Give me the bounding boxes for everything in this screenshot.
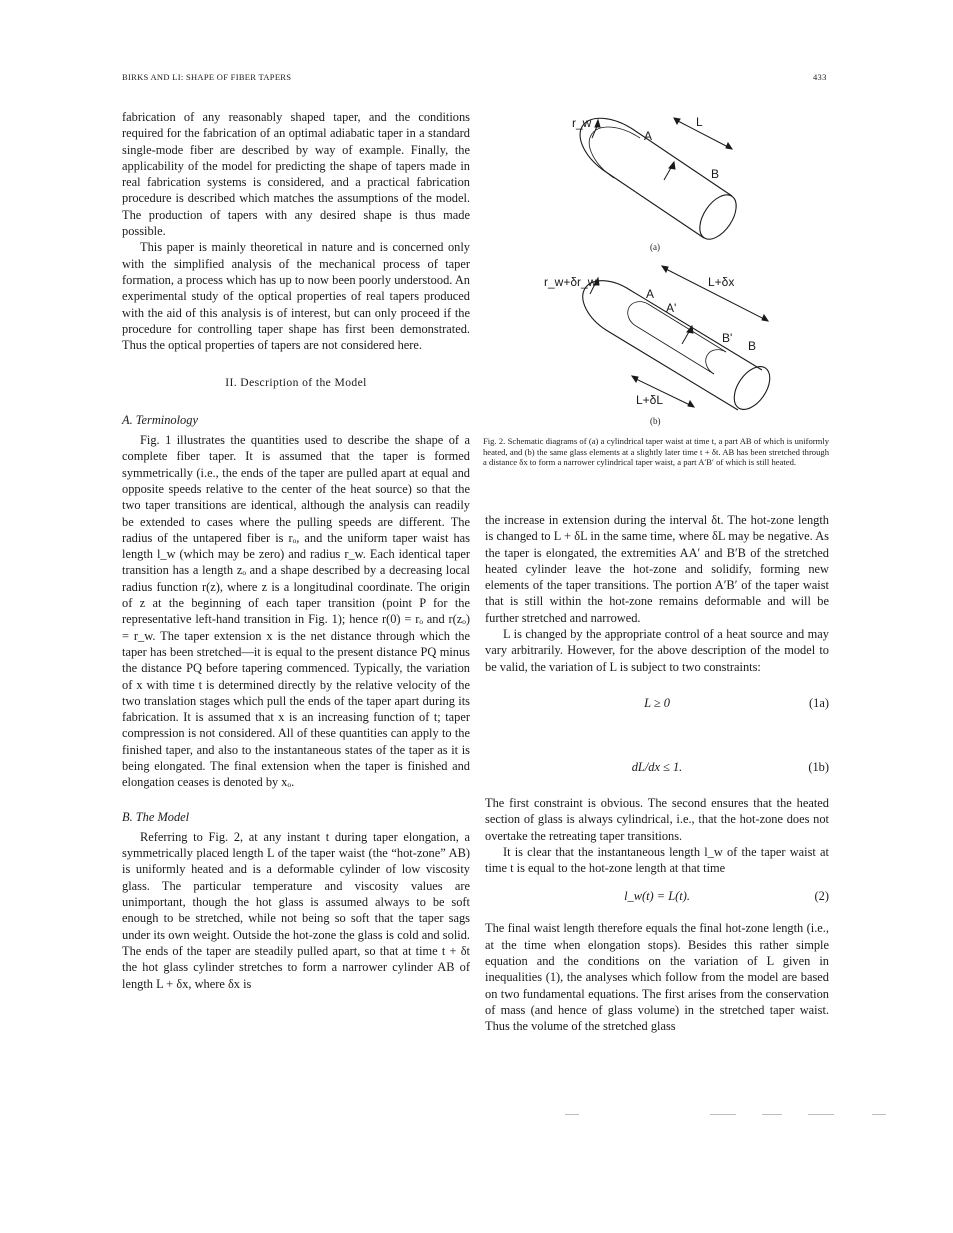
equation-body: L ≥ 0	[644, 695, 670, 710]
paragraph: fabrication of any reasonably shaped taper, and the conditions required for the fabrication of an optimal adiabatic taper in a standard single-mode fiber are described by way of example. Finally, the applicability of the model for predicting the shape of tapers made in real fabrication systems is considered, and a practical fabrication procedure is described which matches the assumptions of the model. The production of tapers with any desired shape is thus made possible.	[122, 110, 470, 239]
footer-rule	[872, 1114, 886, 1116]
equation-1a	[485, 695, 829, 715]
label-L-dx: L+δx	[708, 275, 735, 289]
left-column	[122, 109, 470, 992]
equation-number: (1b)	[808, 759, 829, 774]
footer-rule	[565, 1114, 579, 1116]
paragraph: This paper is mainly theoretical in nature and is concerned only with the simplified analysis of the mechanical process of taper formation, a process which has up to now been poorly understood. An experimental study of the optical properties of real tapers produced with the aid of this analysis is of interest, but can only proceed if the procedure for controlling taper shape has first been demonstrated. Thus the optical properties of tapers are not considered here.	[122, 240, 470, 353]
paragraph: Referring to Fig. 2, at any instant t during taper elongation, a symmetrically placed length L of the taper waist (the “hot-zone” AB) is uniformly heated and is a deformable cylinder of low viscosity glass. The particular temperature and viscosity values are unimportant, though the hot glass is assumed always to be soft enough to be stretched, while not being so soft that the taper sags under its own weight. Outside the hot-zone the glass is cold and solid. The ends of the taper are steadily pulled apart, so that at time t + δt the hot glass cylinder stretches to form a narrower cylinder AB of length L + δx, where δx is	[122, 829, 470, 991]
footer-rule	[762, 1114, 782, 1116]
label-B-prime: B'	[722, 331, 733, 345]
equation-number: (2)	[814, 889, 829, 904]
equation-1b	[485, 759, 829, 779]
section-heading: II. Description of the Model	[225, 376, 367, 390]
label-B2: B	[748, 339, 757, 353]
subsection-heading: B. The Model	[122, 809, 190, 824]
page-number: 433	[813, 72, 827, 82]
paragraph: The final waist length therefore equals the final hot-zone length (i.e., at the time when elongation stops). Besides this rather simple equation and the conditions on the variation of L given in inequalities (1), the analyses which follow from the model are based on two fundamental equations. The first arises from the conservation of mass (and hence of glass volume) in the stretched taper waist. Thus the volume of the stretched glass	[485, 921, 829, 1034]
equation-2	[485, 888, 829, 908]
label-rw: r_w	[572, 116, 592, 130]
cylinder-a	[580, 118, 744, 245]
equation-body: l_w(t) = L(t).	[624, 889, 690, 904]
figure-caption: Fig. 2. Schematic diagrams of (a) a cylindrical taper waist at time t, a part AB of which is uniformly heated, and (b) the same glass elements at a slightly later time t + δt. AB has been stretched through a distance δx to form a narrower cylindrical taper waist, a part A′B′ of which is still heated.	[483, 436, 829, 468]
paragraph: The first constraint is obvious. The second ensures that the heated section of glass is always cylindrical, i.e., that the hot-zone does not overtake the retreating taper transitions.	[485, 795, 829, 843]
paragraph: It is clear that the instantaneous length l_w of the taper waist at time t is equal to the hot-zone length at that time	[485, 844, 829, 876]
label-panel-a: (a)	[650, 242, 660, 252]
label-L: L	[696, 115, 703, 129]
running-header: BIRKS AND LI: SHAPE OF FIBER TAPERS	[122, 72, 292, 82]
label-A2: A	[646, 287, 655, 301]
paragraph: Fig. 1 illustrates the quantities used to describe the shape of a complete fiber taper. It is assumed that the taper is formed symmetrically (i.e., the ends of the taper are pulled apart at equal and opposite speeds relative to the center of the heat source) so that the two taper transitions are identical, although the analysis can readily be extended to cases where the pulling speeds are different. The radius of the untapered fiber is rₒ, and the uniform taper waist has length l_w (which may be zero) and radius r_w. Each identical taper transition has a length zₒ and a shape described by a decreasing local radius function r(z), where z is a longitudinal coordinate. The origin of z at the beginning of each taper transition (point P for the representative left-hand transition in Fig. 1); hence r(0) = rₒ and r(zₒ) = r_w. The taper extension x is the net distance through which the taper has been stretched—it is equal to the present distance PQ minus the distance PQ before tapering commenced. Typically, the variation of x with time t is determined directly by the relative velocity of the two translation stages which pull the ends of the taper apart during its fabrication. It is assumed that x is an increasing function of t; taper compression is not considered. All of these quantities can apply to the finished taper, and also to the instantaneous states of the taper as it is being elongated. The final extension when the taper is finished and elongation ceases is denoted by xₒ.	[122, 433, 470, 790]
label-B: B	[711, 167, 720, 181]
right-column	[485, 512, 829, 1035]
footer-rule	[808, 1114, 834, 1116]
footer-rule	[710, 1114, 736, 1116]
paragraph: L is changed by the appropriate control of a heat source and may vary arbitrarily. However, for the above description of the model to be valid, the variation of L is subject to two constraints:	[485, 627, 829, 674]
equation-body: dL/dx ≤ 1.	[631, 759, 683, 774]
label-A-prime: A'	[666, 301, 677, 315]
equation-number: (1a)	[809, 695, 829, 710]
label-A: A	[644, 129, 653, 143]
label-L-dL: L+δL	[636, 393, 664, 407]
figure-2-diagram	[544, 108, 796, 428]
subsection-heading: A. Terminology	[122, 412, 198, 427]
paragraph: the increase in extension during the interval δt. The hot-zone length is changed to L + δL in the same time, where δL may be negative. As the taper is elongated, the extremities AA′ and B′B of the stretched heated cylinder leave the hot-zone and solidify, forming new elements of the taper transitions. The portion A′B′ of the taper waist that is still within the hot-zone remains deformable and will be further stretched and narrowed.	[485, 513, 829, 625]
label-panel-b: (b)	[650, 416, 661, 426]
label-rw-drw: r_w+δr_w	[544, 275, 597, 289]
